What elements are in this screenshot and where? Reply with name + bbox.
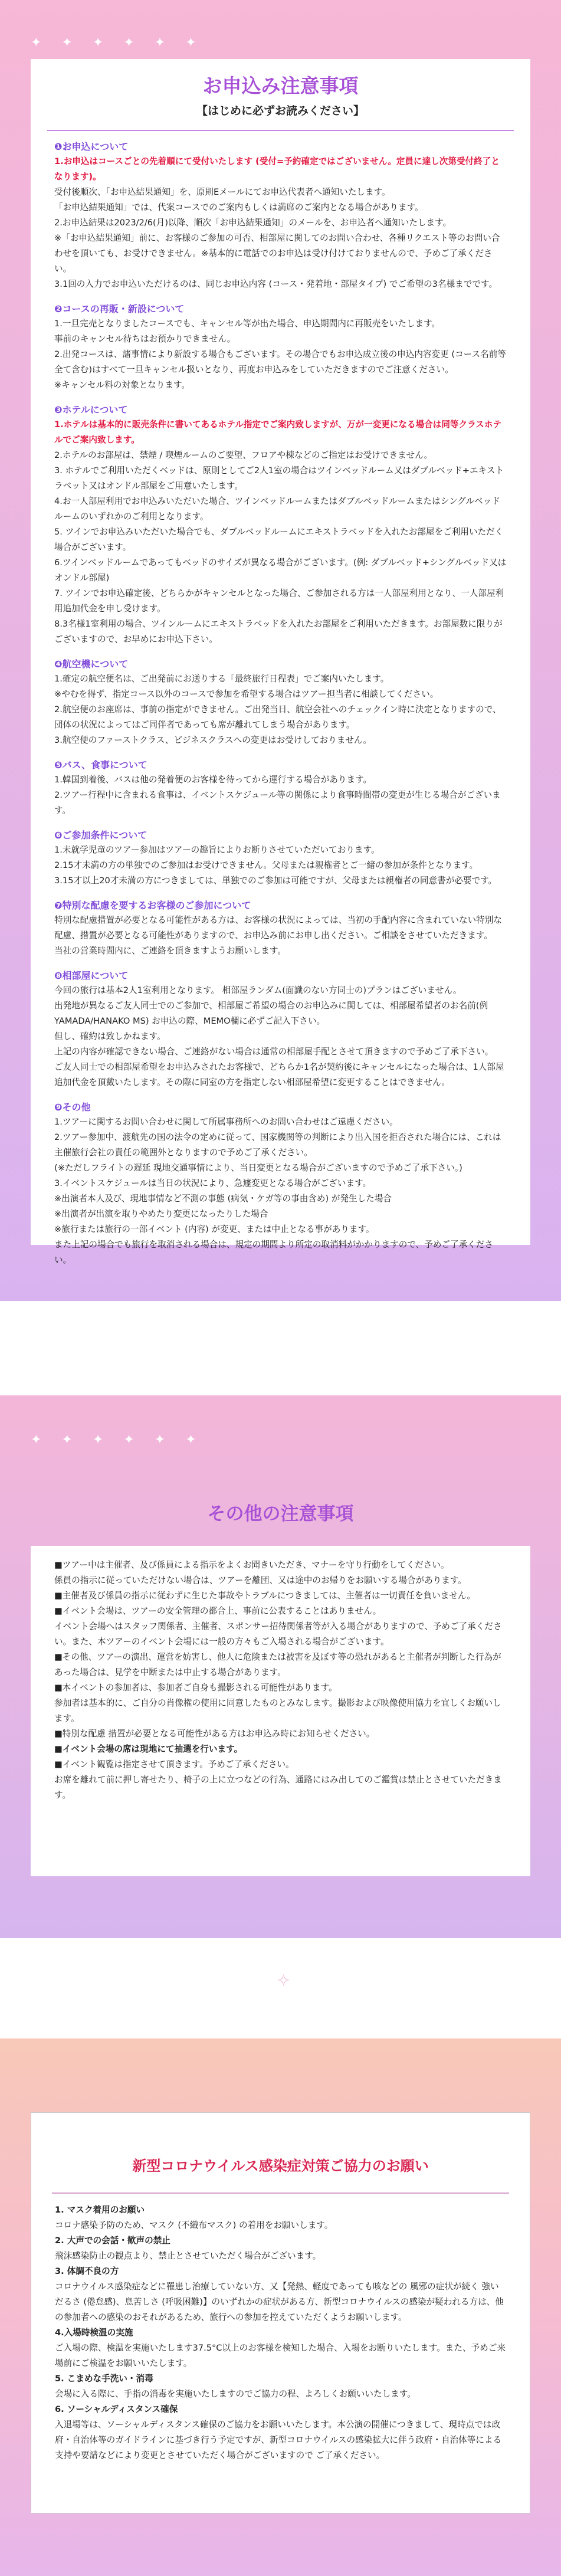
notice-line: 7. ツインでお申込確定後、どちらかがキャンセルとなった場合、ご参加される方は一人部屋利用となり、一人部屋利用追加代金を申し受けます。	[54, 588, 504, 614]
notice-section	[54, 402, 507, 647]
section-heading-text: ホテルについて	[62, 404, 128, 415]
notice-line: ※やむを得ず、指定コース以外のコースで参加を希望する場合はツアー担当者に相談してください。	[54, 689, 439, 699]
other-line: ■主催者及び係員の指示に従わずに生じた事故やトラブルにつきましては、主催者は一切責任を負いません。	[54, 1591, 476, 1601]
star-icon: ✦	[185, 1433, 196, 1447]
covid-item-heading: 2. 大声での会話・歓声の禁止	[55, 2236, 170, 2246]
covid-item-heading: 5. こまめな手洗い・消毒	[55, 2374, 153, 2384]
notice-line: ※キャンセル料の対象となります。	[54, 380, 190, 390]
notice-section-heading	[54, 402, 507, 416]
notice-line: 2.ツアー行程中に含まれる食事は、イベントスケジュール等の関係により食事時間帯の変更が生じる場合がございます。	[54, 790, 501, 815]
star-icon: ✦	[61, 1433, 73, 1447]
notice-line: 2.出発コースは、諸事情により新設する場合もございます。その場合でもお申込成立後の申込内容変更 (コース名前等全て含む)はすべて一旦キャンセル扱いとなり、再度お申込みをしていただきますのでご注意ください。	[54, 349, 506, 375]
covid-item-body: 会場に入る際に、手指の消毒を実施いたしますのでご協力の程、よろしくお願いいたします。	[55, 2389, 416, 2399]
covid-item-body: コロナ感染予防のため、マスク (不織布マスク) の着用をお願いします。	[55, 2220, 333, 2230]
notice-section-heading	[54, 139, 507, 153]
notice-line: 但し、確約は致しかねます。	[54, 1031, 166, 1041]
other-line: ■イベント観覧は指定させて頂きます。予めご了承ください。	[54, 1759, 294, 1769]
other-line: 参加者は基本的に、ご自分の肖像権の使用に同意したものとみなします。撮影および映像使用協力を宜しくお願いします。	[54, 1698, 501, 1723]
notice-line: 1.韓国到着後、バスは他の発着便のお客様を待ってから運行する場合があります。	[54, 775, 372, 785]
notice-line: 3.航空便のファーストクラス、ビジネスクラスへの変更はお受けしておりません。	[54, 735, 372, 745]
page-title: お申込み注意事項	[202, 74, 359, 97]
notice-line: 6.ツインベッドルームであってもベッドのサイズが異なる場合がございます。(例: ダブルベッド+シングルベッド又はオンドル部屋)	[54, 558, 507, 583]
covid-list	[31, 2194, 530, 2463]
notice-line: 4.お一人部屋利用でお申込みいただいた場合、ツインベッドルームまたはダブルベッドルームまたはシングルベッドルームのいずれかのご利用となります。	[54, 496, 500, 522]
notice-line: 1.ホテルは基本的に販売条件に書いてあるホテル指定でご案内致しますが、万が一変更になる場合は同等クラスホテルでご案内致します。	[54, 419, 502, 445]
notice-section	[54, 968, 507, 1090]
star-decoration	[31, 35, 196, 50]
star-icon: ✦	[185, 35, 196, 50]
notice-line: 2.15才未満の方の単独でのご参加はお受けできません。父母または親権者とご一緒の参加が条件となります。	[54, 860, 478, 870]
star-icon: ✦	[92, 1433, 104, 1447]
section-heading-text: コースの再販・新設について	[62, 303, 185, 314]
covid-item-body: 入退場等は、ソーシャルディスタンス確保のご協力をお願いいたします。本公演の開催につきまして、現時点では政府・自治体等のガイドラインに基づき行う予定ですが、新型コロナウイルスの感染拡大に伴う政府・自治体等による支持や要請などにより変更とさせていただく場合がございますので ご了承ください。	[55, 2420, 502, 2460]
notice-line: 5. ツインでお申込みいただいた場合でも、ダブルベッドルームにエキストラベッドを入れたお部屋をご利用いただく場合がございます。	[54, 527, 504, 552]
notice-line: 1.ツアーに関するお問い合わせに関して所属事務所へのお問い合わせはご遠慮ください。	[54, 1117, 398, 1127]
star-icon: ✦	[154, 1433, 166, 1447]
section-number: ❽	[54, 970, 63, 981]
notice-line: 2.航空便のお座席は、事前の指定ができません。ご出発当日、航空会社へのチェックイン時に決定となりますので、団体の状況によってはご同伴者であっても席が離れてしまう場合があります。	[54, 704, 501, 730]
star-icon: ✦	[154, 35, 166, 50]
notice-line: ※出演者本人及び、現地事情など不測の事態 (病気・ケガ等の事由含め) が発生した場合	[54, 1194, 392, 1204]
page-subtitle: 【はじめに必ずお読みください】	[196, 104, 365, 117]
notice-section-heading	[54, 968, 507, 982]
other-line: ■イベント会場は、ツアーの安全管理の都合上、事前に公表することはありません。	[54, 1606, 382, 1616]
notice-line: 3. ホテルでご利用いただくベッドは、原則としてご2人1室の場合はツインベッドルーム又はダブルベッド+エキストラベット又はオンドル部屋をご用意いたします。	[54, 466, 504, 491]
notice-section	[54, 657, 507, 748]
other-notice-list	[31, 1546, 530, 1803]
notice-line: 1.確定の航空便名は、ご出発前にお送りする「最終旅行日程表」でご案内いたします。	[54, 674, 389, 684]
notice-line: 2.お申込結果は2023/2/6(月)以降、順次「お申込結果通知」のメールを、お申込者へ通知いたします。	[54, 218, 452, 228]
notice-section-heading	[54, 758, 507, 771]
notice-line: 2.ホテルのお部屋は、禁煙 / 喫煙ルームのご要望、フロアや棟などのご指定はお受けできません。	[54, 450, 433, 460]
other-line: ■ツアー中は主催者、及び係員による指示をよくお聞きいただき、マナーを守り行動をしてください。	[54, 1560, 450, 1570]
notice-line: 2.ツアー参加中、渡航先の国の法令の定めに従って、国家機関等の判断により出入国を拒否された場合には、これは主催旅行会社の責任の範囲外となりますので予めご了承ください。	[54, 1132, 501, 1158]
star-icon: ✦	[123, 1433, 134, 1447]
notice-line: 受付後順次、「お申込結果通知」を、原則Eメールにてお申込代表者へ通知いたします。	[54, 187, 391, 197]
notice-line: 3.15才以上20才未満の方につきましては、単独でのご参加は可能ですが、父母または親権者の同意書が必要です。	[54, 876, 497, 886]
notice-line: 出発地が異なるご友人同士でのご参加で、相部屋ご希望の場合のお申込みに関しては、相部屋希望者のお名前(例YAMADA/HANAKO MS) お申込の際、MEMO欄に必ずご記入下さい。	[54, 1001, 488, 1026]
sparkle-icon: ✧	[276, 1971, 291, 1991]
other-line: 係員の指示に従っていただけない場合は、ツアーを離団、又は途中のお帰りをお願いする場合があります。	[54, 1575, 467, 1585]
notice-section	[54, 758, 507, 818]
notice-line: 「お申込結果通知」では、代案コースでのご案内もしくは満席のご案内となる場合があります。	[54, 202, 424, 212]
star-icon: ✦	[31, 35, 42, 50]
section-number: ❹	[54, 658, 63, 670]
notice-section-heading	[54, 898, 507, 912]
notice-line: 今回の旅行は基本2人1室利用となります。 相部屋ランダム(面識のない方同士の)プランはございません。	[54, 985, 462, 995]
star-icon: ✦	[61, 35, 73, 50]
star-icon: ✦	[92, 35, 104, 50]
notice-section-heading	[54, 828, 507, 841]
covid-item-heading: 6. ソーシャルディスタンス確保	[55, 2404, 178, 2414]
notice-section	[54, 301, 507, 393]
notice-section	[54, 898, 507, 959]
notice-line: 特別な配慮措置が必要となる可能性がある方は、お客様の状況によっては、当初の手配内容に含まれていない特別な配慮、措置が必要となる可能性がありますので、お申込み前にお申し出ください。ご相談をさせていただきます。	[54, 915, 502, 940]
section-heading-text: その他	[62, 1102, 91, 1113]
other-line: イベント会場へはスタッフ関係者、主催者、スポンサー招待関係者等が入る場合がありますので、予めご了承ください。また、本ツアーのイベント会場には一般の方々もご入場される場合がございます。	[54, 1621, 502, 1647]
section-heading-text: ご参加条件について	[62, 830, 147, 841]
star-icon: ✦	[123, 35, 134, 50]
notice-line: (※ただしフライトの遅延 現地交通事情により、当日変更となる場合がございますので予めご了承下さい。)	[54, 1163, 462, 1173]
section-number: ❺	[54, 759, 63, 771]
covid-item-heading: 4.入場時検温の実施	[55, 2328, 133, 2338]
notice-line: ※旅行または旅行の一部イベント (内容) が変更、または中止となる事があります。	[54, 1224, 375, 1234]
notice-section	[54, 1100, 507, 1268]
covid-item-heading: 1. マスク着用のお願い	[55, 2205, 145, 2215]
other-notice-card	[31, 1503, 530, 1876]
section-heading-text: 航空機について	[62, 658, 129, 670]
notice-line: 1.一旦完売となりましたコースでも、キャンセル等が出た場合、申込期間内に再販売をいたします。	[54, 319, 441, 329]
section-number: ❻	[54, 830, 63, 841]
notice-line: 3.イベントスケジュールは当日の状況により、急遽変更となる場合がございます。	[54, 1178, 372, 1188]
section-title: その他の注意事項	[207, 1503, 354, 1525]
other-line: お席を離れて前に押し寄せたり、椅子の上に立つなどの行為、通路にはみ出してのご鑑賞は禁止とさせていただきます。	[54, 1775, 502, 1800]
notice-list	[31, 131, 530, 1268]
notice-line: 1.未就学児童のツアー参加はツアーの趣旨によりお断りさせていただいております。	[54, 845, 380, 855]
notice-line: また上記の場合でも旅行を取消される場合は、規定の期間より所定の取消料がかかりますので、予めご了承ください。	[54, 1240, 493, 1265]
section-number: ❷	[54, 303, 63, 314]
star-decoration	[31, 1433, 196, 1447]
section-heading-text: バス、食事について	[62, 759, 147, 771]
notice-line: 上記の内容が確認できない場合、ご連絡がない場合は通常の相部屋手配とさせて頂きますので予めご了承下さい。	[54, 1047, 494, 1057]
star-icon: ✦	[31, 1433, 42, 1447]
covid-item-heading: 3. 体調不良の方	[55, 2266, 119, 2276]
main-notice-card	[31, 59, 530, 1265]
other-line: ■特別な配慮 措置が必要となる可能性がある方はお申込み時にお知らせください。	[54, 1729, 375, 1739]
covid-item-body: コロナウイルス感染症などに罹患し治療していない方、又【発熱、軽度であっても咳などの 風邪の症状が続く 強いだるさ (倦怠感)、息苦しさ (呼吸困難)】のいずれかの症状がある方、新型コロナウイルスの感染が疑われる方は、他の参加者への感染のおそれがあるため、旅行への参加を控えていただくようお願いします。	[55, 2282, 504, 2322]
notice-line: ※出演者が出演を取りやめたり変更になったりした場合	[54, 1209, 268, 1219]
covid-title: 新型コロナウイルス感染症対策ご協力のお願い	[132, 2158, 429, 2174]
section-heading-text: 特別な配慮を要するお客様のご参加について	[62, 900, 251, 911]
notice-section-heading	[54, 1100, 507, 1113]
notice-line: ご友人同士での相部屋希望をお申込みされたお客様で、どちらか1名が契約後にキャンセルになった場合は、1人部屋追加代金を頂戴いたします。その際に同室の方を指定しない相部屋希望に変更することはできません。	[54, 1062, 504, 1087]
notice-line: 8.3名様1室利用の場合、ツインルームにエキストラベッドを入れたお部屋をご利用いただきます。お部屋数に限りがございますので、お早めにお申込下さい。	[54, 619, 503, 644]
section-heading-text: 相部屋について	[62, 970, 129, 981]
section-number: ❸	[54, 404, 63, 415]
notice-section	[54, 828, 507, 889]
section-heading-text: お申込について	[62, 141, 129, 152]
notice-line: 3.1回の入力でお申込いただけるのは、同じお申込内容 (コース・発着地・部屋タイプ) でご希望の3名様までです。	[54, 279, 498, 289]
notice-section	[54, 139, 507, 292]
notice-line: 事前のキャンセル待ちはお預かりできません。	[54, 334, 236, 344]
notice-line: 1.お申込はコースごとの先着順にて受付いたします (受付=予約確定ではございません。定員に達し次第受付終了となります)。	[54, 156, 500, 182]
background-spacer	[0, 1301, 561, 1395]
section-number: ❶	[54, 141, 63, 152]
section-number: ❼	[54, 900, 63, 911]
notice-section-heading	[54, 657, 507, 670]
covid-item-body: ご入場の際、検温を実施いたします37.5°C以上のお客様を検知した場合、入場をお断りいたします。また、予めご来場前にご検温をお願いいたします。	[55, 2343, 506, 2368]
notice-section-heading	[54, 301, 507, 315]
section-number: ❾	[54, 1102, 63, 1113]
notice-line: 当社の営業時間内に、ご連絡を頂きますようお願いします。	[54, 946, 286, 956]
covid-item-body: 飛沫感染防止の観点より、禁止とさせていただく場合がございます。	[55, 2251, 321, 2261]
other-line: ■その他、ツアーの演出、運営を妨害し、他人に危険または被害を及ぼす等の恐れがあると主催者が判断した行為があった場合は、見学を中断または中止する場合があります。	[54, 1652, 501, 1677]
covid-notice-card	[31, 2112, 530, 2513]
other-line: ■イベント会場の席は現地にて抽選を行います。	[54, 1744, 243, 1754]
other-line: ■本イベントの参加者は、参加者ご自身も撮影される可能性があります。	[54, 1683, 337, 1693]
notice-line: ※「お申込結果通知」前に、お客様のご参加の可否、相部屋に関してのお問い合わせ、各種リクエスト等のお問い合わせを頂いても、お受けできません。※基本的に電話でのお申込は受け付けておりませんので、予めご了承ください。	[54, 233, 500, 274]
